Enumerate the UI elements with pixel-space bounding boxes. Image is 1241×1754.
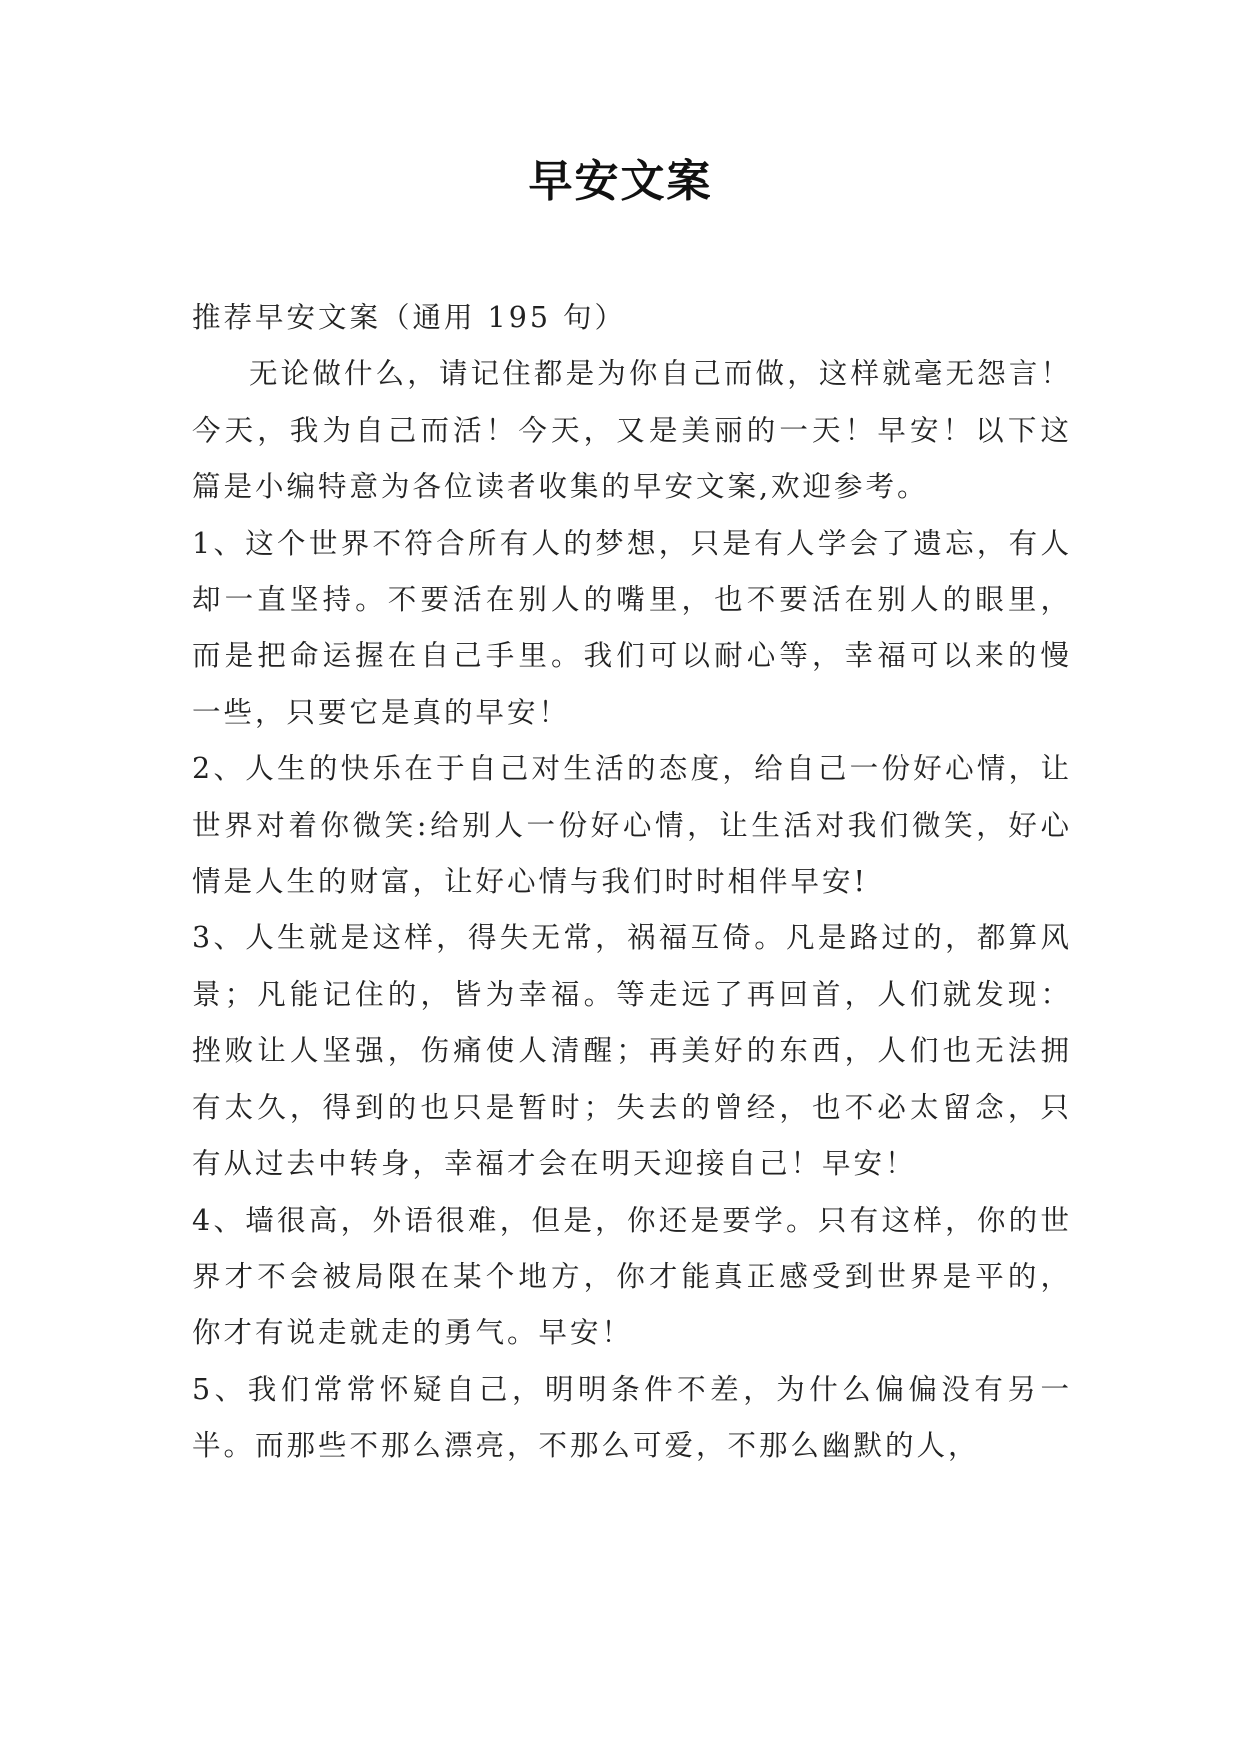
quote-paragraph-1: 1、这个世界不符合所有人的梦想，只是有人学会了遗忘，有人却一直坚持。不要活在别人的嘴里，也不要活在别人的眼里，而是把命运握在自己手里。我们可以耐心等，幸福可以来的慢一些，只要它是真的早安！ xyxy=(192,526,1072,729)
quote-paragraph-2: 2、人生的快乐在于自己对生活的态度，给自己一份好心情，让世界对着你微笑:给别人一份好心情，让生活对我们微笑，好心情是人生的财富，让好心情与我们时时相伴早安! xyxy=(192,752,1072,899)
subtitle-paragraph: 推荐早安文案（通用 195 句） xyxy=(192,301,627,334)
quote-paragraph-5: 5、我们常常怀疑自己，明明条件不差，为什么偏偏没有另一半。而那些不那么漂亮，不那么可爱，不那么幽默的人， xyxy=(192,1372,1072,1463)
document-title: 早安文案 xyxy=(528,156,713,207)
intro-paragraph: 无论做什么，请记住都是为你自己而做，这样就毫无怨言！今天，我为自己而活！今天，又是美丽的一天！早安！以下这篇是小编特意为各位读者收集的早安文案,欢迎参考。 xyxy=(192,357,1072,504)
quote-paragraph-3: 3、人生就是这样，得失无常，祸福互倚。凡是路过的，都算风景；凡能记住的，皆为幸福。等走远了再回首，人们就发现：挫败让人坚强，伤痛使人清醒；再美好的东西，人们也无法拥有太久，得到的也只是暂时；失去的曾经，也不必太留念，只有从过去中转身，幸福才会在明天迎接自己！早安！ xyxy=(192,921,1072,1181)
quote-paragraph-4: 4、墙很高，外语很难，但是，你还是要学。只有这样，你的世界才不会被局限在某个地方，你才能真正感受到世界是平的，你才有说走就走的勇气。早安！ xyxy=(192,1203,1072,1350)
document-body xyxy=(192,290,1072,1475)
